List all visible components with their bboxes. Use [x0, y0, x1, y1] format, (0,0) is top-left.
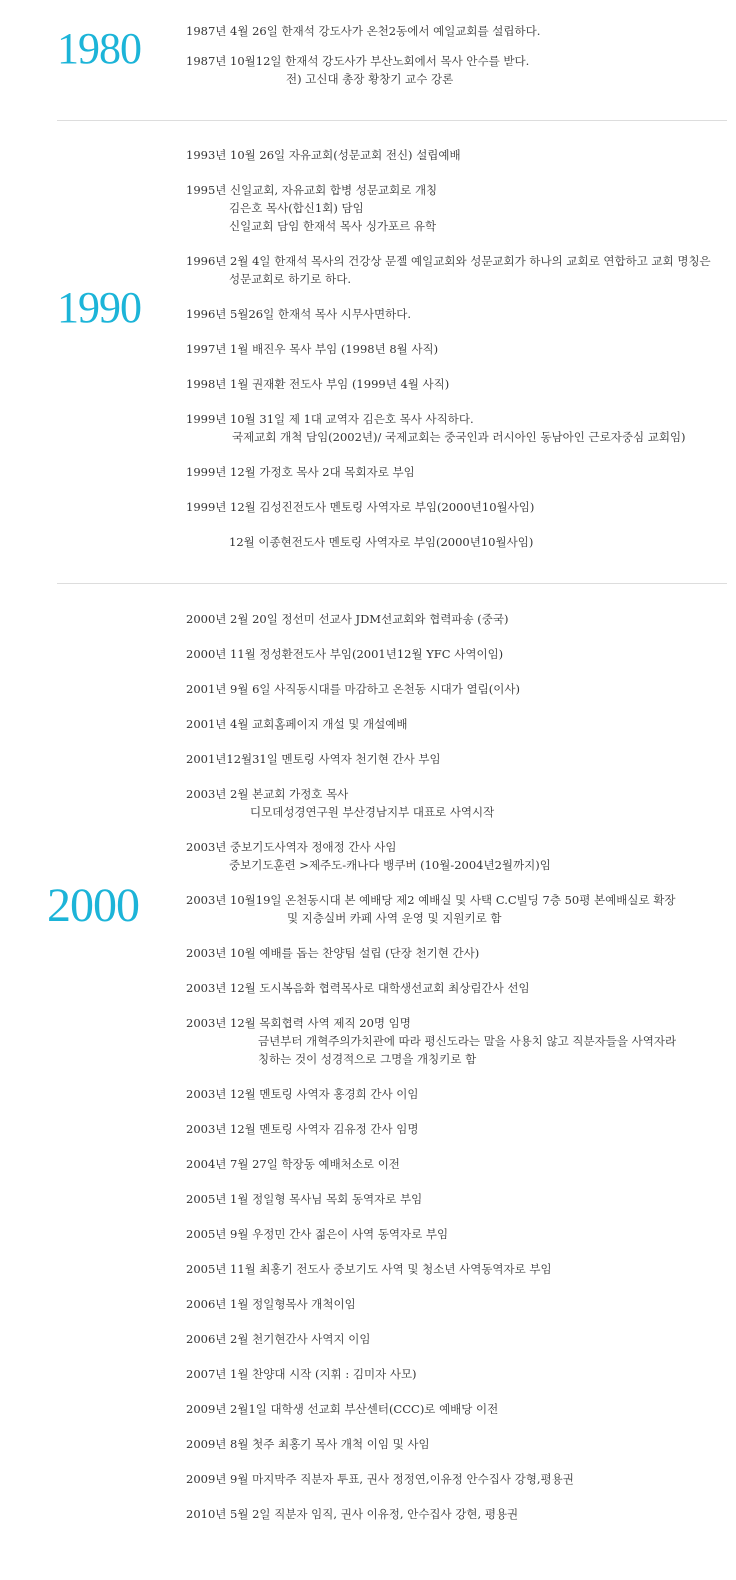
- entry-line: 2003년 2월 본교회 가정호 목사: [186, 787, 349, 801]
- timeline-entry: [186, 22, 734, 40]
- entry-line: 칭하는 것이 성경적으로 그명을 개칭키로 함: [258, 1052, 477, 1066]
- entry-line: 2000년 2월 20일 정선미 선교사 JDM선교회와 협력파송 (중국): [186, 612, 509, 626]
- entry-line: 2001년12월31일 멘토링 사역자 천기현 간사 부임: [186, 752, 441, 766]
- timeline-entry: [186, 680, 734, 698]
- entry-line: 1999년 10월 31일 제 1대 교역자 김은호 목사 사직하다.: [186, 412, 474, 426]
- entry-line: 성문교회로 하기로 하다.: [229, 272, 352, 286]
- timeline-entry: [186, 645, 734, 663]
- entry-line: 2001년 4월 교회홈페이지 개설 및 개설예배: [186, 717, 408, 731]
- timeline-entries: [186, 146, 734, 551]
- timeline-entry: [186, 252, 734, 288]
- entry-line: 1993년 10월 26일 자유교회(성문교회 전신) 설립예배: [186, 148, 461, 162]
- timeline-entry: [186, 838, 734, 874]
- entry-line: 1987년 4월 26일 한재석 강도사가 온천2동에서 예일교회를 설립하다.: [186, 24, 541, 38]
- entry-line: 2009년 2월1일 대학생 선교회 부산센터(CCC)로 예배당 이전: [186, 1402, 499, 1416]
- entry-line: 1996년 2월 4일 한재석 목사의 건강상 문젤 예일교회와 성문교회가 하나의 교회로 연합하고 교회 명칭은: [186, 254, 711, 268]
- timeline-entry: [186, 1435, 734, 1453]
- section-1980: [0, 0, 736, 120]
- entry-line: 2005년 11월 최홍기 전도사 중보기도 사역 및 청소년 사역동역자로 부임: [186, 1262, 552, 1276]
- timeline-entry: [186, 533, 734, 551]
- timeline-entry: [186, 305, 734, 323]
- entry-line: 2000년 11월 정성환전도사 부임(2001년12월 YFC 사역이임): [186, 647, 504, 661]
- timeline-entry: [186, 340, 734, 358]
- section-1990: [0, 121, 736, 583]
- entry-line: 2009년 9월 마지막주 직분자 투표, 권사 정정연,이유정 안수집사 강형,평용권: [186, 1472, 574, 1486]
- timeline-entry: [186, 1470, 734, 1488]
- entry-line: 1995년 신일교회, 자유교회 합병 성문교회로 개칭: [186, 183, 438, 197]
- timeline-entry: [186, 1120, 734, 1138]
- entry-line: 2004년 7월 27일 학장동 예배처소로 이전: [186, 1157, 400, 1171]
- timeline-entry: [186, 1295, 734, 1313]
- entry-line: 2009년 8월 첫주 최홍기 목사 개척 이임 및 사임: [186, 1437, 430, 1451]
- entry-line: 2005년 1월 정일형 목사님 목회 동역자로 부임: [186, 1192, 423, 1206]
- entry-line: 2003년 10월 예배를 돕는 찬양팀 설립 (단장 천기현 간사): [186, 946, 480, 960]
- entry-line: 2003년 12월 목회협력 사역 제직 20명 임명: [186, 1016, 411, 1030]
- timeline-entries: [186, 610, 734, 1523]
- timeline-entry: [186, 1225, 734, 1243]
- entry-line: 1997년 1월 배진우 목사 부임 (1998년 8월 사직): [186, 342, 439, 356]
- timeline-entry: [186, 750, 734, 768]
- timeline-entry: [186, 785, 734, 821]
- timeline-entry: [186, 1190, 734, 1208]
- timeline-entry: [186, 944, 734, 962]
- timeline-entry: [186, 1014, 734, 1068]
- timeline-entry: [186, 1505, 734, 1523]
- timeline-entry: [186, 1155, 734, 1173]
- entry-line: 2001년 9월 6일 사직동시대를 마감하고 온천동 시대가 열림(이사): [186, 682, 520, 696]
- entry-line: 디모데성경연구원 부산경남지부 대표로 사역시작: [250, 805, 495, 819]
- entry-line: 및 지층실버 카페 사역 운영 및 지원키로 함: [287, 911, 502, 925]
- entry-line: 2006년 2월 천기현간사 사역지 이임: [186, 1332, 371, 1346]
- timeline-entry: [186, 891, 734, 927]
- entry-line: 1996년 5월26일 한재석 목사 시무사면하다.: [186, 307, 412, 321]
- section-2000: [0, 584, 736, 1580]
- entry-line: 김은호 목사(합신1회) 담임: [229, 201, 364, 215]
- entry-line: 2005년 9월 우정민 간사 젊은이 사역 동역자로 부임: [186, 1227, 449, 1241]
- entry-line: 2007년 1월 찬양대 시작 (지휘 : 김미자 사모): [186, 1367, 417, 1381]
- entry-line: 2003년 중보기도사역자 정애정 간사 사임: [186, 840, 397, 854]
- timeline-entry: [186, 1085, 734, 1103]
- entry-line: 2003년 10월19일 온천동시대 본 예배당 제2 예배실 및 사택 C.C빌딩 7층 50평 본예배실로 확장: [186, 893, 676, 907]
- timeline-entry: [186, 979, 734, 997]
- entry-line: 2010년 5월 2일 직분자 임직, 권사 이유정, 안수집사 강현, 평용권: [186, 1507, 519, 1521]
- timeline-entry: [186, 1365, 734, 1383]
- decade-heading: 2000: [47, 879, 139, 932]
- timeline-entry: [186, 52, 734, 88]
- entry-line: 신일교회 담임 한재석 목사 싱가포르 유학: [229, 219, 437, 233]
- timeline-entry: [186, 410, 734, 446]
- entry-line: 1987년 10월12일 한재석 강도사가 부산노회에서 목사 안수를 받다.: [186, 54, 530, 68]
- timeline-entry: [186, 1330, 734, 1348]
- entry-line: 1999년 12월 가정호 목사 2대 목회자로 부임: [186, 465, 415, 479]
- decade-heading: 1980: [57, 24, 141, 73]
- timeline-entries: [186, 22, 734, 88]
- timeline-entry: [186, 610, 734, 628]
- entry-line: 2006년 1월 정일형목사 개척이임: [186, 1297, 356, 1311]
- timeline-entry: [186, 498, 734, 516]
- entry-line: 1998년 1월 권재환 전도사 부임 (1999년 4월 사직): [186, 377, 450, 391]
- entry-line: 중보기도훈련 >제주도-캐나다 뱅쿠버 (10월-2004년2월까지)임: [229, 858, 551, 872]
- timeline-entry: [186, 1400, 734, 1418]
- timeline-entry: [186, 181, 734, 235]
- timeline-entry: [186, 146, 734, 164]
- entry-line: 1999년 12월 김성진전도사 멘토링 사역자로 부임(2000년10월사임): [186, 500, 535, 514]
- entry-line: 2003년 12월 멘토링 사역자 김유정 간사 임명: [186, 1122, 419, 1136]
- entry-line: 전) 고신대 총장 황창기 교수 강론: [286, 72, 454, 86]
- entry-line: 12월 이종현전도사 멘토링 사역자로 부임(2000년10월사임): [229, 535, 534, 549]
- timeline-entry: [186, 463, 734, 481]
- entry-line: 국제교회 개척 담임(2002년)/ 국제교회는 중국인과 러시아인 동남아인 근로자중심 교회임): [232, 430, 686, 444]
- entry-line: 금년부터 개혁주의가치관에 따라 평신도라는 말을 사용치 않고 직분자들을 사역자라: [258, 1034, 677, 1048]
- decade-heading: 1990: [57, 283, 141, 332]
- entry-line: 2003년 12월 멘토링 사역자 홍경희 간사 이임: [186, 1087, 419, 1101]
- timeline-entry: [186, 715, 734, 733]
- timeline-entry: [186, 375, 734, 393]
- timeline-entry: [186, 1260, 734, 1278]
- entry-line: 2003년 12월 도시복음화 협력목사로 대학생선교회 최상림간사 선임: [186, 981, 530, 995]
